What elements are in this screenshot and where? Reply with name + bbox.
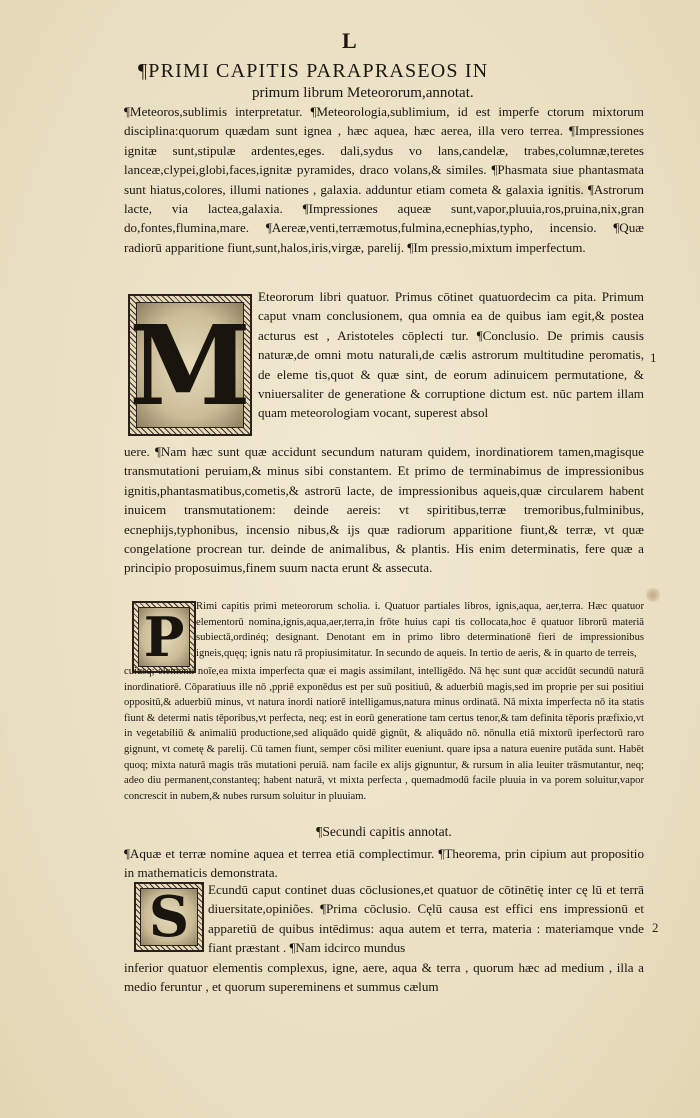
margin-mark: 1 xyxy=(650,350,657,365)
decorated-initial-s xyxy=(134,882,204,952)
margin-mark: 2 xyxy=(652,920,659,935)
paraphrase-continuation: uere. ¶Nam hæc sunt quæ accidunt secundum naturam quidem, inordinatiorem tamen,magisque transmutationi peruiam,& minus sibi constantem. Et primo de terminabimus de impressionibus ignitis,phantasmatibus,cometis,& astrorū lacte, de impressionibus aqueis,quæ circularem habent inuicem transmutationem: deinde aereis: vt spiritibus,terræ tremoribus,fulminibus, ecnephijs,typhonibus, incensio nibus,& ijs quæ radiorum apparitione fiunt,& terræ, vt quæ congelatione procrean tur. deinde de animalibus, & plantis. His enim determinatis, fere quæ a principio proposuimus,finem suum nacta erunt & assecuta. xyxy=(124,444,644,576)
initial-letter: M xyxy=(129,300,251,430)
folio-number: L xyxy=(342,28,358,53)
age-stain xyxy=(646,588,660,602)
scholia-continuation: cuiusq; elementi noīe,ea mixta imperfecta quæ ei magis assimilant, intelligēdo. Nā hęc sunt quæ accidūt secundū naturā inordinatiorē. Cōparatiuus ille nō ,ppriē exponēdus est per suū positiuū, & aduerbiū magis,sed im proprie per sui positiui oppositū,& aduerbiū minus, vt natura inordi natiorē intelligamus,natura minus ordinatā. Nā mixta imperfecta nō ita statis fiunt & determi natis tēporibus,vt perfecta, neq; est in eorū generatione tam certus tenor,& tam definita tēporis præfixio,vt in vegetabiliū & animaliū productione,sed aliquādo quidē gignūt, & aliquādo nō. nōnulla etiā mixtorū iperfectorū raro gignunt, vt cometę & parelij. Cū tamen fiunt, semper cōsi militer eueniunt. quare ipsa a natura euenire putāda sunt. Habēt quoq; mixta naturā magis trās mutationi peruiā. nam facile ex alijs gignuntur, & rursum in alia leuiter trāsmutantur, neq; adeo diu permanent,constanteq; habent naturā, vt mixta perfecta , quemadmodū facile pluuia in va porem soluitur,vapor concrescit in nubem,& nubes rursum soluitur in pluuiam. xyxy=(124,666,644,802)
second-annotation-paragraph: ¶Aquæ et terræ nomine aquea et terrea etiā complectimur. ¶Theorema, prin cipium aut propositio in mathematicis demonstrata. xyxy=(124,846,644,881)
initial-letter: P xyxy=(143,605,185,669)
second-chapter-heading: ¶Secundi capitis annotat. xyxy=(316,824,452,839)
chapter-heading-subtitle: primum librum Meteororum,annotat. xyxy=(252,85,474,101)
decorated-initial-p xyxy=(132,601,196,673)
second-chapter-paragraph: Ecundū caput continet duas cōclusiones,et quatuor de cōtinētię inter cę lū et terrā diuersitate,opiniões. ¶Prima cōclusio. Cęlū causa est effici ens impressionū et apparetiū de quibus intēdimus: aqua autem et terra, materia : materiamque vnde fiant præstant . ¶Nam idcirco mundus xyxy=(208,882,644,956)
second-chapter-continuation: inferior quatuor elementis complexus, igne, aere, aqua & terra , quorum hæc ad medium , illa a medio feruntur , et quorum supereminens et summus cælum xyxy=(124,960,644,995)
paraphrase-paragraph: Eteororum libri quatuor. Primus cōtinet quatuordecim ca pita. Primum caput vnam conclusionem, qua omnia ea de quibus iam egit,& postea acturus est , Aristoteles cōplecti tur. ¶Conclusio. De primis causis naturæ,de omni motu naturali,de cælis astrorum multitudine peromatis, de eleme tis,quot & quæ sint, de eorum adinuicem permutatione, & vniuersaliter de generatione & corruptione dictum est. nūc partem illam quam meteorologiam vocant, superest absol xyxy=(258,289,644,421)
chapter-heading: ¶PRIMI CAPITIS PARAPRASEOS IN xyxy=(138,60,489,82)
annotation-paragraph: ¶Meteoros,sublimis interpretatur. ¶Meteorologia,sublimium, id est imperfe ctorum mixtorum disciplina:quorum quædam sunt ignea , hæc aquea, hæc aerea, illa vero terrea. ¶Impressiones ignitæ sunt,stipulæ ardentes,eges. dali,sydus vo lans,candelæ, trabes,columnæ,teretes lanceæ,clypei,globi,faces,ignitæ pyramides, draco volans,& similes. ¶Phasmata siue phantasmata sunt hiatus,colores, illumi nationes , galaxia. adduntur etiam cometa & galaxia ignitis. ¶Astrorum lacte, via lactea,galaxia. ¶Impressiones aqueæ sunt,vapor,pluuia,ros,pruina,nix,gran do,fontes,flumina,mare. ¶Aereæ,venti,terræmotus,fulmina,ecnephias,typho, incensio. ¶Quæ radiorū apparitione fiunt,sunt,halos,iris,virgæ, parelij. ¶Im pressio,mixtum imperfectum. xyxy=(124,104,644,255)
decorated-initial-m xyxy=(128,294,252,436)
initial-letter: S xyxy=(148,884,190,950)
scholia-paragraph: Rimi capitis primi meteororum scholia. i. Quatuor partiales libros, ignis,aqua, aer,terra. Hæc quatuor elementorū nomina,ignis,aqua,aer,terra,in frōte huius capi tis collocata,hoc ē quatuor librorū materiā subiectā,ordinéq; designant. Denotant em in primo libro determinationē fieri de impressionibus igneis,quęq; ignis natu rā propiusimitatur. In secundo de aqueis. In tertio de aeris, & in quarto de terreis, xyxy=(196,601,644,659)
